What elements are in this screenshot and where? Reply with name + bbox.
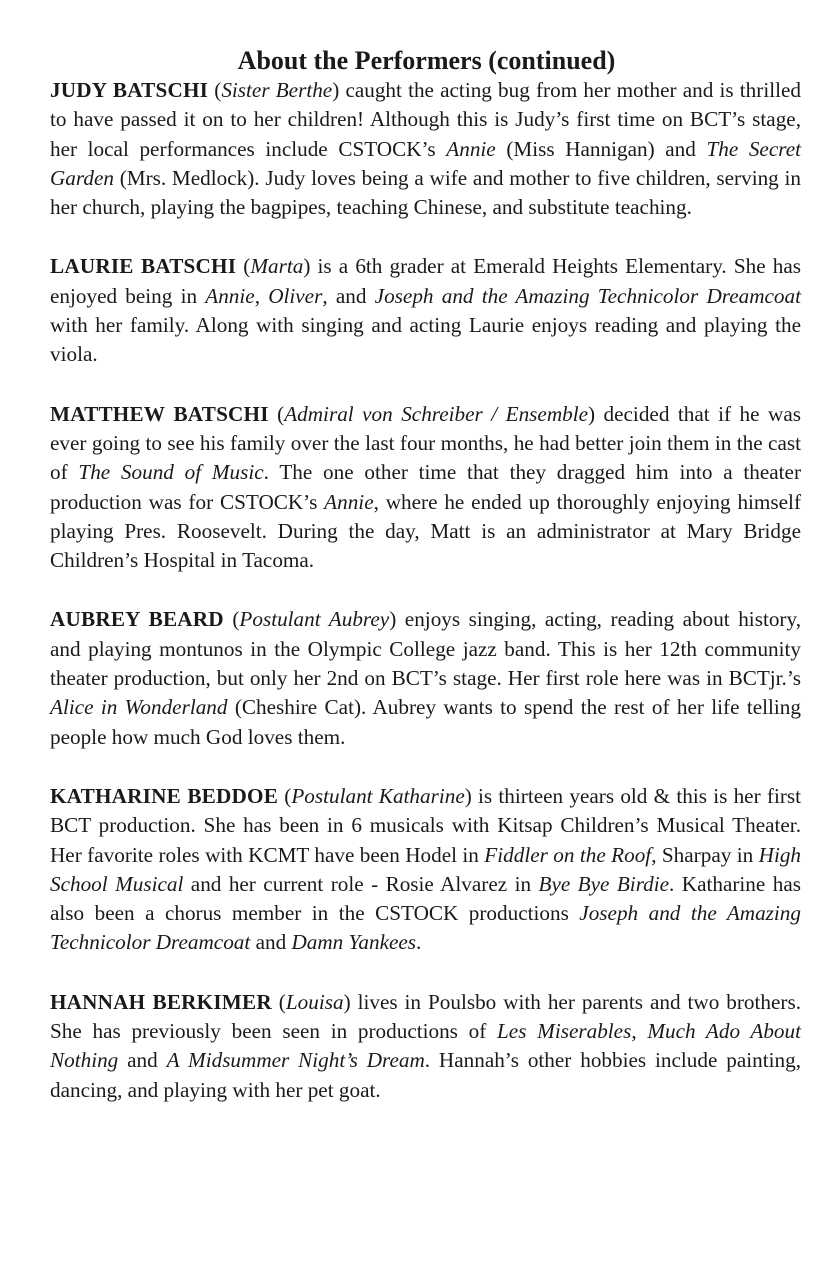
bio-text: ( (236, 254, 251, 279)
performer-name: HANNAH BERKIMER (50, 989, 272, 1014)
italic-title: Sister Berthe (221, 78, 333, 102)
italic-title: Fiddler on the Roof (484, 842, 652, 867)
performer-bios (50, 76, 801, 1105)
bio-text: ( (208, 78, 222, 102)
bio-text: . Katharine has also been a chorus member in the CSTOCK productions (50, 871, 801, 926)
italic-title: A Midsummer Night’s Dream (166, 1048, 425, 1073)
bio-text: ) decided that if he was ever going to see his family over the last four months, he had better join them in the cast of (50, 401, 801, 485)
bio-text: (Mrs. Medlock). Judy loves being a wife and mother to five children, serving in her church, playing the bagpipes, teaching Chinese, and substitute teaching. (50, 165, 801, 220)
italic-title: Annie (324, 489, 374, 514)
bio-text: and (250, 930, 292, 955)
performer-bio (50, 76, 801, 222)
bio-text: , and (322, 283, 375, 308)
performer-name: KATHARINE BEDDOE (50, 783, 279, 808)
italic-title: The Secret Garden (50, 136, 801, 190)
bio-text: . Hannah’s other hobbies include painting, dancing, and playing with her pet goat. (50, 1048, 801, 1102)
bio-text: ) is thirteen years old & this is her first BCT production. She has been in 6 musicals with Kitsap Children’s Musical Theater. Her favorite roles with KCMT have been Hodel in (50, 783, 802, 867)
italic-title: Joseph and the Amazing Technicolor Dreamcoat (374, 283, 801, 308)
bio-text: ( (278, 783, 292, 808)
bio-text: ( (268, 401, 285, 426)
bio-text: ( (223, 607, 240, 632)
bio-text: (Miss Hannigan) and (495, 136, 707, 161)
bio-text: , where he ended up thoroughly enjoying himself playing Pres. Roosevelt. During the day, Matt is an administrator at Mary Bridge Children’s Hospital in Tacoma. (50, 489, 802, 573)
italic-title: Admiral von Schreiber / Ensemble (284, 401, 588, 426)
performer-name: LAURIE BATSCHI (50, 254, 237, 279)
bio-text: (Cheshire Cat). Aubrey wants to spend the rest of her life telling people how much God loves them. (50, 695, 801, 749)
italic-title: Joseph and the Amazing Technicolor Dreamcoat (50, 901, 801, 955)
italic-title: Oliver (268, 283, 323, 308)
italic-title: Bye Bye Birdie (538, 871, 670, 896)
bio-text: and her current role - Rosie Alvarez in (183, 871, 539, 896)
bio-text: ( (271, 989, 286, 1014)
italic-title: Damn Yankees (291, 930, 417, 955)
performer-name: MATTHEW BATSCHI (50, 401, 269, 426)
bio-text: ) is a 6th grader at Emerald Heights Elementary. She has enjoyed being in (50, 254, 802, 308)
performer-bio (50, 782, 801, 958)
italic-title: Marta (250, 254, 304, 279)
italic-title: Annie (446, 136, 496, 161)
bio-text: ) lives in Poulsbo with her parents and two brothers. She has previously been seen in productions of (50, 989, 801, 1044)
italic-title: Louisa (285, 989, 344, 1014)
bio-text: , (631, 1019, 648, 1044)
performer-bio (50, 605, 801, 751)
performer-name: JUDY BATSCHI (50, 78, 209, 102)
performer-bio (50, 988, 801, 1105)
italic-title: High School Musical (50, 842, 802, 896)
italic-title: Postulant Aubrey (239, 607, 390, 632)
performer-bio (50, 400, 801, 576)
bio-text: , Sharpay in (651, 842, 759, 867)
italic-title: Much Ado About Nothing (50, 1019, 801, 1073)
bio-text: , (254, 283, 269, 308)
performer-bio (50, 252, 801, 369)
performer-name: AUBREY BEARD (50, 607, 224, 632)
italic-title: Postulant Katharine (291, 783, 465, 808)
bio-text: with her family. Along with singing and acting Laurie enjoys reading and playing the viola. (50, 313, 801, 367)
italic-title: Annie (205, 283, 255, 308)
bio-text: . The one other time that they dragged him into a theater production was for CSTOCK’s (50, 460, 801, 514)
bio-text: ) caught the acting bug from her mother and is thrilled to have passed it on to her children! Although this is Judy’s first time on BCT’s stage, her local performances include CSTOCK’s (50, 78, 801, 161)
bio-text: ) enjoys singing, acting, reading about history, and playing montunos in the Olympic College jazz band. This is her 12th community theater production, but only her 2nd on BCT’s stage. Her first role here was in BCTjr.’s (50, 607, 801, 691)
page-title: About the Performers (continued) (237, 46, 616, 75)
italic-title: Alice in Wonderland (50, 695, 228, 720)
italic-title: Les Miserables (497, 1019, 632, 1044)
italic-title: The Sound of Music (78, 460, 264, 485)
bio-text: . (416, 930, 422, 955)
bio-text: and (118, 1048, 167, 1073)
